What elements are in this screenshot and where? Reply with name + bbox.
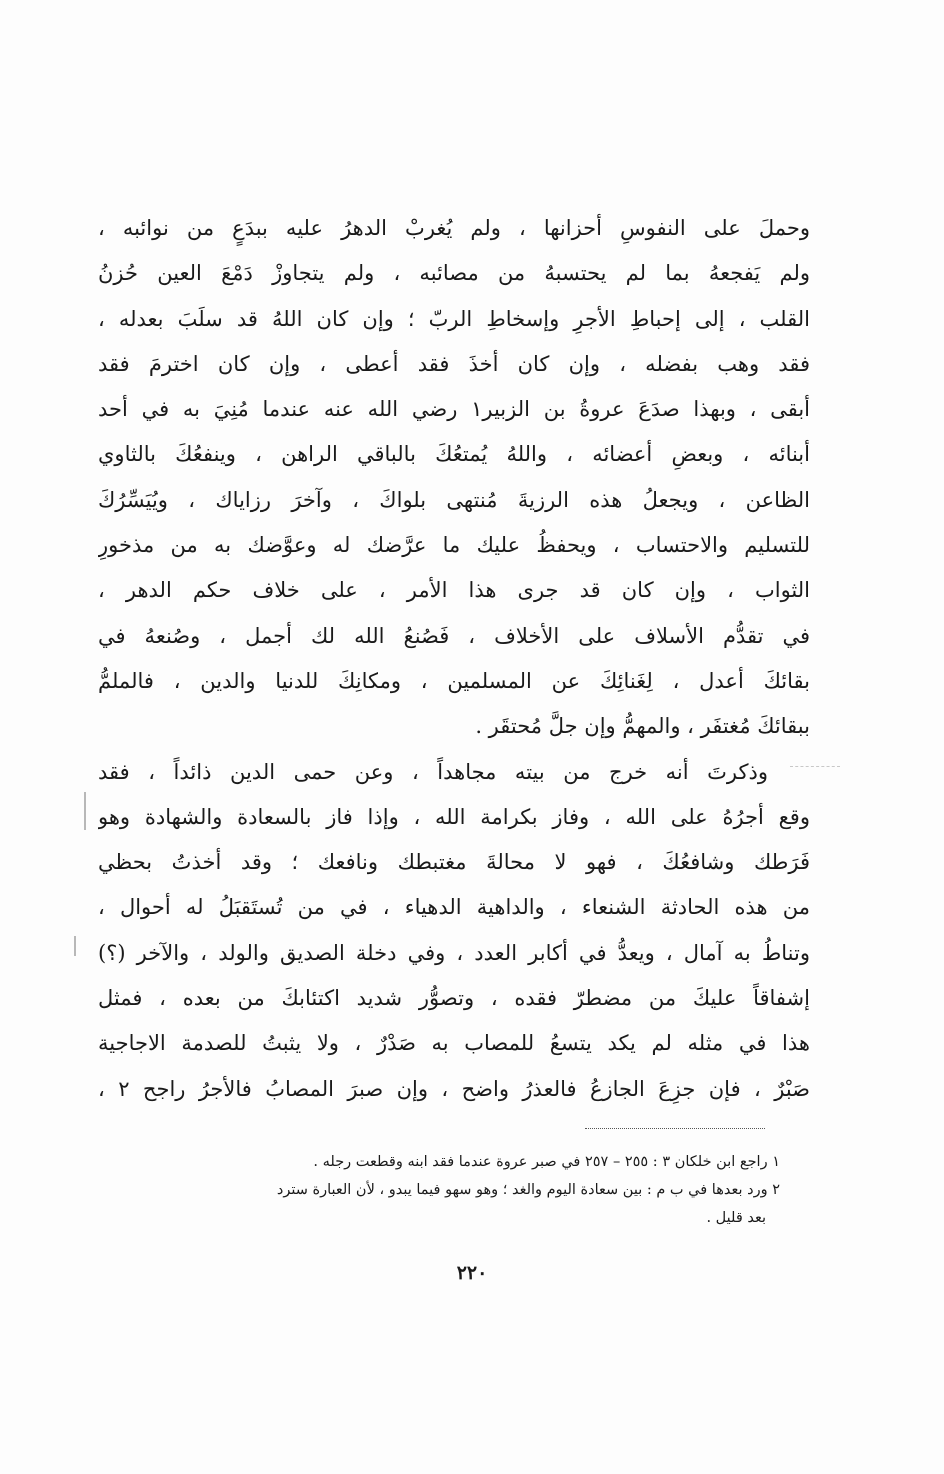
text-line: الظاعن ، ويجعلُ هذه الرزيةَ مُنتهى بلواكَ ، وآخرَ رزاياك ، ويُيَسِّرُكَ [98, 487, 810, 512]
text-line: هذا في مثله لم يكد يتسعُ للمصاب به صَدْرٌ ، ولا يثبتُ للصدمة الاجاجية [98, 1031, 810, 1056]
footnote-1: ١ راجع ابن خلكان ٣ : ٢٥٥ – ٢٥٧ في صبر عروة عندما فقد ابنه وقطعت رجله . [313, 1154, 780, 1170]
text-line: وقع أجرُهُ على الله ، وفاز بكرامة الله ، وإذا فاز بالسعادة والشهادة وهو [98, 804, 810, 829]
text-line: فَرَطك وشافعُكَ ، فهو لا محالةَ مغتبطك ونافعك ؛ وقد أخذتُ بحظي [98, 850, 810, 875]
text-line: وتناطُ به آمال ، ويعدُّ في أكابر العدد ، وفي دخلة الصديق والولد ، والآخر (؟) [98, 940, 810, 965]
footnote-2-continuation: بعد قليل . [706, 1210, 766, 1226]
text-line: فقد وهب بفضله ، وإن كان أخذَ فقد أعطى ، وإن كان اخترمَ فقد [98, 351, 810, 376]
footnote-separator [585, 1128, 765, 1129]
text-line: الثواب ، وإن كان قد جرى هذا الأمر ، على خلاف حكم الدهر ، [98, 578, 810, 603]
text-line: صَبْرٌ ، فإن جزِعَ الجازعُ فالعذرُ واضح ، وإن صبرَ المصابُ فالأجرُ راجح ٢ ، [98, 1076, 810, 1101]
paragraph-2 [98, 750, 810, 1112]
main-text [98, 206, 810, 1112]
text-line: ببقائكَ مُغتفَر ، والمهمُّ وإن جلَّ مُحتقَر . [475, 714, 810, 739]
scan-margin-mark [84, 792, 86, 830]
text-line: القلب ، إلى إحباطِ الأجرِ وإسخاطِ الربّ ؛ وإن كان اللهُ قد سلَبَ بعدله ، [98, 306, 810, 331]
footnote-2: ٢ ورد بعدها في ب م : بين سعادة اليوم والغد ؛ وهو سهو فيما يبدو ، لأن العبارة سترد [276, 1182, 780, 1198]
text-line: أبقى ، وبهذا صدَعَ عروةُ بن الزبير١ رضي الله عنه عندما مُنِيَ به في أحد [98, 397, 810, 422]
page-number: ٢٢٠ [456, 1262, 488, 1284]
text-line: في تقدُّم الأسلاف على الأخلاف ، فَصُنعُ الله لك أجمل ، وصُنعهُ في [98, 623, 810, 648]
text-line: للتسليم والاحتساب ، ويحفظُ عليك ما عرَّضك له وعوَّضك به من مذخورِ [98, 533, 810, 558]
scan-margin-mark [74, 936, 76, 956]
text-line: وذكرتَ أنه خرج من بيته مجاهداً ، وعن حمى الدين ذائداً ، فقد [98, 759, 768, 784]
text-line: إشفاقاً عليكَ من مضطرّ فقده ، وتصوُّر شديد اكتئابكَ من بعده ، فمثل [98, 986, 810, 1011]
paragraph-1 [98, 206, 810, 750]
text-line: من هذه الحادثة الشنعاء ، والداهية الدهياء ، في من تُستَقبَلُ له أحوال ، [98, 895, 810, 920]
text-line: وحملَ على النفوسِ أحزانها ، ولم يُغربْ الدهرُ عليه ببدَعٍ من نوائبه ، [98, 216, 810, 240]
text-line: أبنائه ، وبعضِ أعضائه ، واللهُ يُمتعُكَ بالباقي الراهن ، وينفعُكَ بالثاوي [98, 442, 810, 467]
text-line: بقائكَ أعدل ، لِغَنائِكَ عن المسلمين ، ومكانِكَ للدنيا والدين ، فالملمُّ [98, 668, 810, 693]
scan-margin-mark [790, 766, 840, 768]
text-line: ولم يَفجعهُ بما لم يحتسبهُ من مصائبه ، ولم يتجاوزْ دَمْعَ العين حُزنُ [98, 261, 810, 286]
footnotes [100, 1148, 780, 1232]
